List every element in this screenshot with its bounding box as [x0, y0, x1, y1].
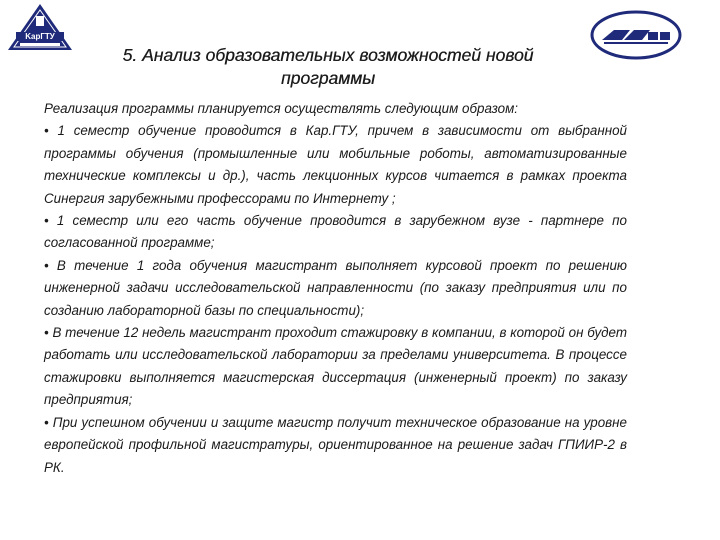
bullet-item: • При успешном обучении и защите магистр получит техническое образование на уровне европейской профильной магистратуры, ориентированное на решение задач ГПИИР-2 в РК.	[44, 414, 627, 475]
slide-title-line1: 5. Анализ образовательных возможностей новой	[122, 45, 534, 65]
bullet-item: • В течение 12 недель магистрант проходит стажировку в компании, в которой он будет работать или исследовательской лаборатории за пределами университета. В процессе стажировки выполняется магистерская диссертация (инженерный проект) по заказу предприятия;	[44, 325, 627, 408]
intro-paragraph: Реализация программы планируется осуществлять следующим образом:	[44, 101, 519, 116]
slide-body	[44, 98, 627, 479]
bullet-item: • В течение 1 года обучения магистрант выполняет курсовой проект по решению инженерной задачи исследовательской направленности (по заказу предприятия или по созданию лабораторной базы по специальности);	[44, 257, 627, 318]
bullet-item: • 1 семестр обучение проводится в Кар.ГТУ, причем в зависимости от выбранной программы обучения (промышленные или мобильные роботы, автоматизированные технические комплексы и др.), часть лекционных курсов читается в рамках проекта Синергия зарубежными профессорами по Интернету ;	[44, 123, 627, 206]
logo-left-text: KapГТУ	[25, 32, 55, 41]
bullet-item: • 1 семестр или его часть обучение проводится в зарубежном вузе - партнере по согласованной программе;	[44, 213, 627, 251]
slide-title-line2: программы	[280, 68, 376, 88]
slide-title	[40, 44, 616, 90]
